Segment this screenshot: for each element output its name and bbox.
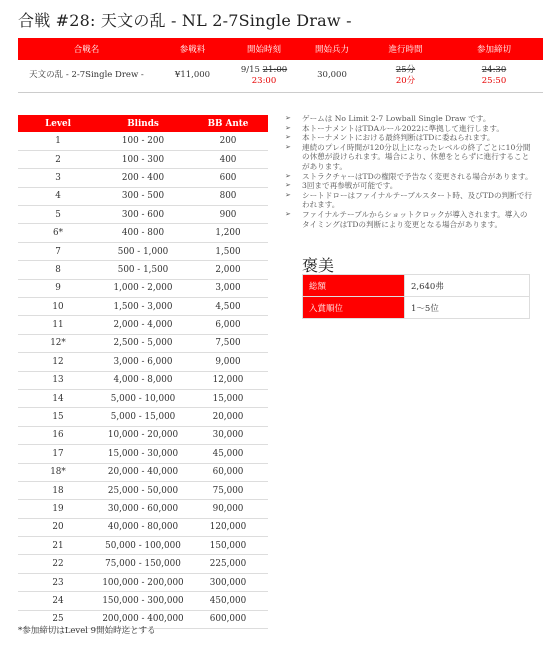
- arrow-bullet-icon: ➢: [285, 133, 291, 142]
- bb-ante-value: 9,000: [188, 353, 268, 371]
- overview-header: 参戦料: [155, 38, 230, 60]
- registration-close-old: 24:30: [481, 64, 507, 75]
- blinds-value: 75,000 - 150,000: [98, 555, 188, 573]
- blind-level-row: [18, 518, 268, 536]
- bb-ante-value: 30,000: [188, 426, 268, 444]
- level-number: 10: [18, 298, 98, 316]
- level-number: 25: [18, 610, 98, 628]
- blinds-value: 20,000 - 40,000: [98, 463, 188, 481]
- blind-structure-table: [18, 115, 268, 629]
- level-number: 8: [18, 261, 98, 279]
- rule-text: 連続のプレイ時間が120分以上になったレベルの終了ごとに10分間の休憩が設けられます。場合により、休憩をとらずに進行することがあります。: [302, 142, 531, 171]
- level-duration-cell: [366, 60, 445, 92]
- blinds-value: 3,000 - 6,000: [98, 353, 188, 371]
- blind-level-row: [18, 555, 268, 573]
- blind-level-row: [18, 573, 268, 591]
- overview-header: 開始時刻: [230, 38, 298, 60]
- level-duration-old: 25分: [395, 64, 416, 75]
- arrow-bullet-icon: ➢: [285, 181, 291, 190]
- level-number: 9: [18, 279, 98, 297]
- prize-table: [302, 274, 530, 319]
- page-title: 合戦 #28: 天文の乱 - NL 2-7Single Draw -: [18, 11, 352, 30]
- blinds-value: 400 - 800: [98, 224, 188, 242]
- bb-ante-value: 75,000: [188, 481, 268, 499]
- level-number: 18*: [18, 463, 98, 481]
- level-duration-new: 20分: [395, 75, 416, 86]
- blinds-value: 2,500 - 5,000: [98, 334, 188, 352]
- level-number: 23: [18, 573, 98, 591]
- blind-level-row: [18, 316, 268, 334]
- overview-header: 参加締切: [445, 38, 543, 60]
- rule-item: [285, 133, 533, 143]
- bb-ante-value: 12,000: [188, 371, 268, 389]
- bb-ante-value: 15,000: [188, 389, 268, 407]
- arrow-bullet-icon: ➢: [285, 171, 291, 180]
- level-number: 19: [18, 500, 98, 518]
- bb-ante-value: 300,000: [188, 573, 268, 591]
- blinds-value: 2,000 - 4,000: [98, 316, 188, 334]
- arrow-bullet-icon: ➢: [285, 209, 291, 218]
- blind-level-row: [18, 353, 268, 371]
- arrow-bullet-icon: ➢: [285, 114, 291, 122]
- bb-ante-value: 20,000: [188, 408, 268, 426]
- level-number: 14: [18, 389, 98, 407]
- blind-level-row: [18, 481, 268, 499]
- overview-row: [18, 60, 543, 92]
- blinds-value: 200 - 400: [98, 169, 188, 187]
- start-time-old: 21:00: [262, 64, 288, 75]
- prize-row: [303, 275, 530, 297]
- prize-heading: 褒美: [302, 256, 335, 275]
- bb-ante-value: 450,000: [188, 592, 268, 610]
- bb-ante-value: 400: [188, 150, 268, 168]
- blind-level-row: [18, 463, 268, 481]
- blinds-value: 100 - 300: [98, 150, 188, 168]
- bb-ante-value: 800: [188, 187, 268, 205]
- level-number: 6*: [18, 224, 98, 242]
- blind-level-row: [18, 298, 268, 316]
- arrow-bullet-icon: ➢: [285, 142, 291, 151]
- blinds-value: 25,000 - 50,000: [98, 481, 188, 499]
- bb-ante-value: 6,000: [188, 316, 268, 334]
- rule-text: 本トーナメントにおける最終判断はTDに委ねられます。: [302, 133, 495, 143]
- level-number: 2: [18, 150, 98, 168]
- blinds-value: 1,000 - 2,000: [98, 279, 188, 297]
- blinds-value: 200,000 - 400,000: [98, 610, 188, 628]
- level-number: 18: [18, 481, 98, 499]
- arrow-bullet-icon: ➢: [285, 190, 291, 199]
- blinds-header-ante: BB Ante: [188, 115, 268, 132]
- blinds-header-row: [18, 115, 268, 132]
- bb-ante-value: 600: [188, 169, 268, 187]
- level-number: 13: [18, 371, 98, 389]
- entry-fee: ¥11,000: [155, 60, 230, 92]
- blinds-value: 150,000 - 300,000: [98, 592, 188, 610]
- level-number: 1: [18, 132, 98, 150]
- blind-level-row: [18, 132, 268, 150]
- blind-level-row: [18, 224, 268, 242]
- overview-table: [18, 38, 543, 93]
- start-time-cell: [230, 60, 298, 92]
- rule-item: [285, 172, 533, 182]
- rule-item: [285, 143, 533, 172]
- prize-value: 1～5位: [405, 297, 530, 319]
- footnote: *参加締切はLevel 9開始時迄とする: [18, 626, 156, 636]
- level-number: 12*: [18, 334, 98, 352]
- blinds-value: 5,000 - 10,000: [98, 389, 188, 407]
- tournament-name: 天文の乱 - 2-7Single Drew -: [18, 60, 155, 92]
- blind-level-row: [18, 261, 268, 279]
- prize-label: 総額: [303, 275, 405, 297]
- rule-item: [285, 114, 533, 124]
- overview-header: 開始兵力: [298, 38, 366, 60]
- bb-ante-value: 1,500: [188, 242, 268, 260]
- blind-level-row: [18, 426, 268, 444]
- prize-row: [303, 297, 530, 319]
- arrow-bullet-icon: ➢: [285, 123, 291, 132]
- level-number: 22: [18, 555, 98, 573]
- rule-item: [285, 124, 533, 134]
- level-number: 17: [18, 445, 98, 463]
- registration-close-cell: [445, 60, 543, 92]
- blinds-value: 10,000 - 20,000: [98, 426, 188, 444]
- rule-item: [285, 181, 533, 191]
- rule-text: 本トーナメントはTDAルール2022に準拠して進行します。: [302, 123, 504, 133]
- blinds-value: 30,000 - 60,000: [98, 500, 188, 518]
- registration-close-new: 25:50: [481, 75, 507, 86]
- prize-label: 入賞順位: [303, 297, 405, 319]
- bb-ante-value: 200: [188, 132, 268, 150]
- rules-list: [285, 114, 533, 229]
- starting-stack: 30,000: [298, 60, 366, 92]
- rule-text: シートドローはファイナルテーブルスタート時、及びTDの判断で行われます。: [302, 190, 532, 210]
- rule-text: ストラクチャーはTDの権限で予告なく変更される場合があります。: [302, 171, 533, 181]
- blinds-value: 50,000 - 100,000: [98, 537, 188, 555]
- rule-text: ゲームは No Limit 2-7 Lowball Single Draw です。: [302, 114, 491, 123]
- bb-ante-value: 90,000: [188, 500, 268, 518]
- blinds-value: 1,500 - 3,000: [98, 298, 188, 316]
- blind-level-row: [18, 169, 268, 187]
- bb-ante-value: 2,000: [188, 261, 268, 279]
- bb-ante-value: 120,000: [188, 518, 268, 536]
- prize-value: 2,640弗: [405, 275, 530, 297]
- blinds-body: [18, 132, 268, 629]
- blinds-value: 100,000 - 200,000: [98, 573, 188, 591]
- level-number: 16: [18, 426, 98, 444]
- blind-level-row: [18, 408, 268, 426]
- blind-level-row: [18, 334, 268, 352]
- rule-text: 3回まで再参戦が可能です。: [302, 181, 398, 191]
- start-date: 9/15: [240, 64, 260, 75]
- level-number: 15: [18, 408, 98, 426]
- blind-level-row: [18, 371, 268, 389]
- blinds-value: 500 - 1,500: [98, 261, 188, 279]
- level-number: 24: [18, 592, 98, 610]
- blind-level-row: [18, 389, 268, 407]
- bb-ante-value: 3,000: [188, 279, 268, 297]
- blinds-value: 5,000 - 15,000: [98, 408, 188, 426]
- start-time-new: 23:00: [251, 75, 277, 86]
- bb-ante-value: 1,200: [188, 224, 268, 242]
- level-number: 5: [18, 206, 98, 224]
- bb-ante-value: 900: [188, 206, 268, 224]
- level-number: 3: [18, 169, 98, 187]
- blind-level-row: [18, 537, 268, 555]
- blinds-value: 40,000 - 80,000: [98, 518, 188, 536]
- level-number: 11: [18, 316, 98, 334]
- blinds-value: 100 - 200: [98, 132, 188, 150]
- blind-level-row: [18, 279, 268, 297]
- level-number: 20: [18, 518, 98, 536]
- bb-ante-value: 60,000: [188, 463, 268, 481]
- level-number: 12: [18, 353, 98, 371]
- level-number: 21: [18, 537, 98, 555]
- level-number: 4: [18, 187, 98, 205]
- blinds-value: 500 - 1,000: [98, 242, 188, 260]
- blind-level-row: [18, 500, 268, 518]
- bb-ante-value: 7,500: [188, 334, 268, 352]
- bb-ante-value: 225,000: [188, 555, 268, 573]
- overview-header: 合戦名: [18, 38, 155, 60]
- level-number: 7: [18, 242, 98, 260]
- overview-header: 進行時間: [366, 38, 445, 60]
- blind-level-row: [18, 206, 268, 224]
- blinds-value: 300 - 500: [98, 187, 188, 205]
- blinds-header-blinds: Blinds: [98, 115, 188, 132]
- blinds-value: 15,000 - 30,000: [98, 445, 188, 463]
- blind-level-row: [18, 150, 268, 168]
- bb-ante-value: 45,000: [188, 445, 268, 463]
- bb-ante-value: 4,500: [188, 298, 268, 316]
- rule-text: ファイナルテーブルからショットクロックが導入されます。導入のタイミングはTDの判断により変更となる場合があります。: [302, 209, 528, 229]
- blinds-header-level: Level: [18, 115, 98, 132]
- overview-header-row: [18, 38, 543, 60]
- blind-level-row: [18, 445, 268, 463]
- blind-level-row: [18, 187, 268, 205]
- blind-level-row: [18, 592, 268, 610]
- bb-ante-value: 600,000: [188, 610, 268, 628]
- rule-item: [285, 210, 533, 229]
- blinds-value: 4,000 - 8,000: [98, 371, 188, 389]
- bb-ante-value: 150,000: [188, 537, 268, 555]
- blinds-value: 300 - 600: [98, 206, 188, 224]
- rule-item: [285, 191, 533, 210]
- blind-level-row: [18, 242, 268, 260]
